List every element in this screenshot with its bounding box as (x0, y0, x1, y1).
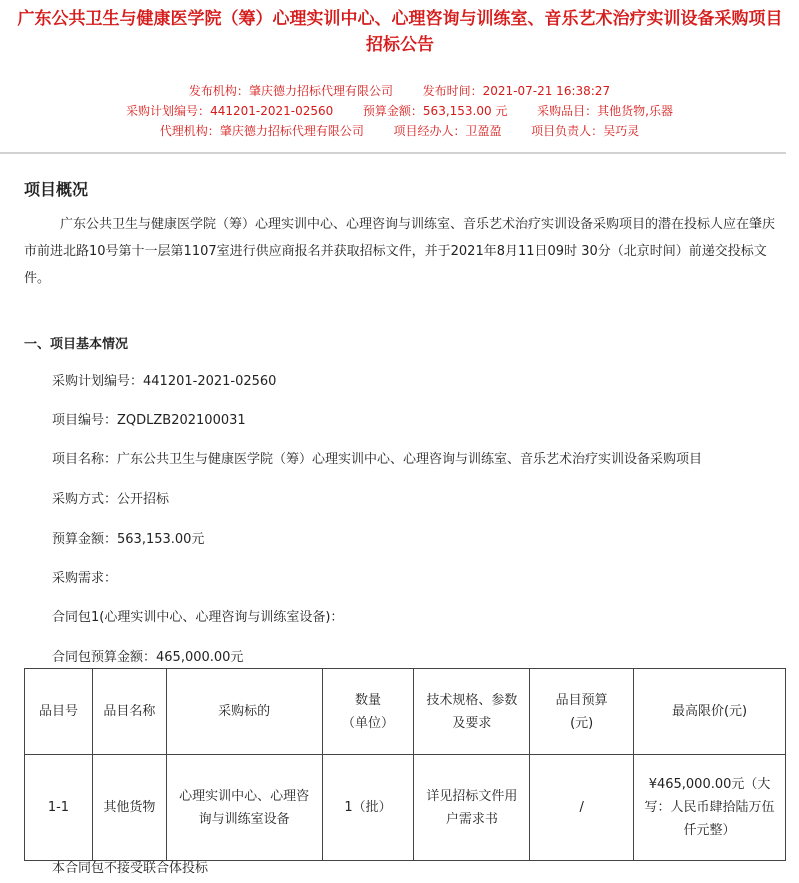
page-title: 广东公共卫生与健康医学院（筹）心理实训中心、心理咨询与训练室、音乐艺术治疗实训设备采购项目招标公告 (17, 9, 783, 55)
intro-text: 广东公共卫生与健康医学院（筹）心理实训中心、心理咨询与训练室、音乐艺术治疗实训设备采购项目的潜在投标人应在肇庆市前进北路10号第十一层第1107室进行供应商报名并获取招标文件，并于2021年8月11日09时 30分（北京时间）前递交投标文件。 (24, 217, 776, 286)
header-item-budget-unit: (元) (570, 715, 594, 731)
category-label: 采购品目： (537, 104, 598, 118)
manager-label: 项目负责人： (531, 124, 604, 138)
plan-no-value: 441201-2021-02560 (210, 104, 334, 118)
header-spec: 技术规格、参数及要求 (414, 669, 530, 755)
method-line: 采购方式：公开招标 (52, 492, 170, 507)
package-budget-line: 合同包预算金额：465,000.00元 (52, 650, 244, 665)
cell-max-price: ¥465,000.00元（大写：人民币肆拾陆万伍仟元整） (634, 755, 786, 861)
cell-qty: 1（批） (322, 755, 414, 861)
project-no-line: 项目编号：ZQDLZB202100031 (52, 413, 246, 428)
cell-item-no: 1-1 (25, 755, 93, 861)
subsection-heading: 一、项目基本情况 (24, 337, 129, 352)
cell-target: 心理实训中心、心理咨询与训练室设备 (166, 755, 322, 861)
intro-paragraph (24, 211, 776, 292)
header-item-budget (530, 669, 634, 755)
handler-label: 项目经办人： (393, 124, 466, 138)
publish-time-value: 2021-07-21 16:38:27 (482, 84, 611, 98)
agency-label: 代理机构： (159, 124, 220, 138)
cell-item-budget: / (530, 755, 634, 861)
publisher-label: 发布机构： (188, 84, 249, 98)
cell-spec: 详见招标文件用户需求书 (414, 755, 530, 861)
publish-time-label: 发布时间： (422, 84, 483, 98)
header-max-price: 最高限价(元) (634, 669, 786, 755)
publisher-value: 肇庆德力招标代理有限公司 (248, 84, 393, 98)
header-item-no: 品目号 (25, 669, 93, 755)
meta-row-3 (0, 121, 799, 141)
header-qty-unit: （单位） (341, 715, 394, 731)
table-row (25, 755, 786, 861)
meta-row-2 (0, 101, 799, 121)
footer-note: 本合同包不接受联合体投标 (52, 861, 209, 876)
project-name-line: 项目名称：广东公共卫生与健康医学院（筹）心理实训中心、心理咨询与训练室、音乐艺术治疗实训设备采购项目 (52, 452, 703, 467)
header-target: 采购标的 (166, 669, 322, 755)
handler-value: 卫盈盈 (465, 124, 502, 138)
items-table (24, 668, 786, 861)
manager-value: 吴巧灵 (603, 124, 640, 138)
agency-value: 肇庆德力招标代理有限公司 (219, 124, 364, 138)
cell-item-name: 其他货物 (92, 755, 166, 861)
demand-line: 采购需求： (52, 571, 118, 586)
budget-line: 预算金额：563,153.00元 (52, 532, 205, 547)
header-item-name: 品目名称 (92, 669, 166, 755)
plan-no-line: 采购计划编号：441201-2021-02560 (52, 374, 277, 389)
meta-row-1 (0, 81, 799, 101)
plan-no-label: 采购计划编号： (126, 104, 211, 118)
budget-value: 563,153.00 元 (422, 104, 508, 118)
header-qty (322, 669, 414, 755)
divider (0, 152, 786, 154)
package-line: 合同包1(心理实训中心、心理咨询与训练室设备)： (52, 610, 344, 625)
category-value: 其他货物,乐器 (597, 104, 673, 118)
section-heading: 项目概况 (24, 180, 89, 199)
table-header-row (25, 669, 786, 755)
header-item-budget-label: 品目预算 (555, 692, 608, 708)
budget-label: 预算金额： (362, 104, 423, 118)
header-qty-label: 数量 (354, 692, 381, 708)
